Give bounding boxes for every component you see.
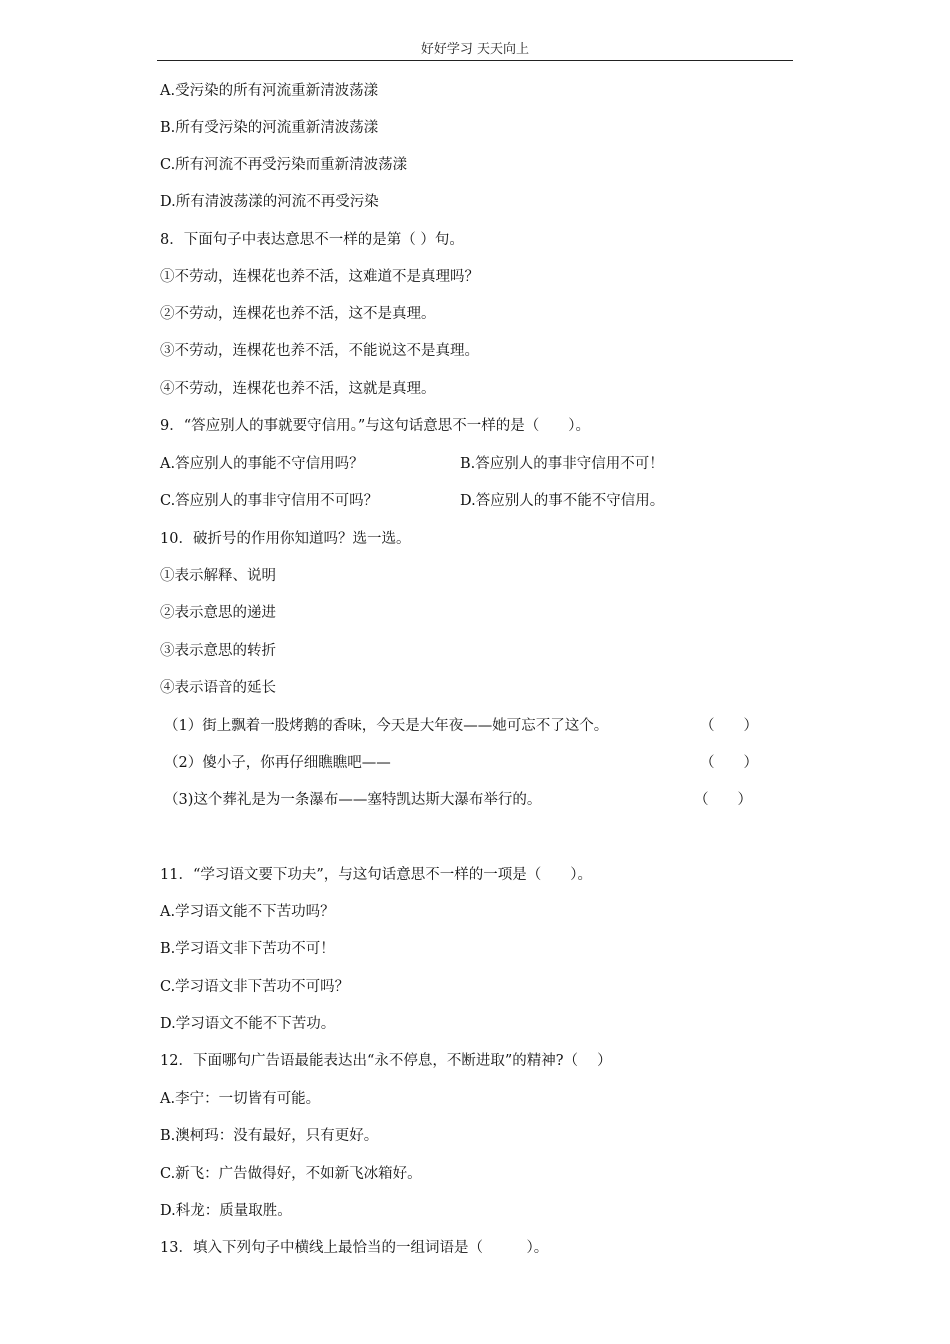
q9-option-c: C.答应别人的事非守信用不可吗？ — [160, 493, 379, 509]
q8-item-4: ④不劳动，连棵花也养不活，这就是真理。 — [160, 381, 436, 397]
q11-option-c: C.学习语文非下苦功不可吗？ — [160, 979, 350, 995]
q13-stem: 13．填入下列句子中横线上最恰当的一组词语是（ ）。 — [160, 1240, 549, 1256]
q7-option-c: C.所有河流不再受污染而重新清波荡漾 — [160, 157, 408, 173]
q10-stem: 10．破折号的作用你知道吗？选一选。 — [160, 531, 411, 547]
q8-item-3: ③不劳动，连棵花也养不活，不能说这不是真理。 — [160, 343, 479, 359]
q11-option-d: D.学习语文不能不下苦功。 — [160, 1016, 336, 1032]
q12-stem: 12．下面哪句广告语最能表达出“永不停息，不断进取”的精神?（ ） — [160, 1053, 612, 1069]
q12-option-b: B.澳柯玛：没有最好，只有更好。 — [160, 1128, 379, 1144]
q9-stem: 9．“答应别人的事就要守信用。”与这句话意思不一样的是（ ）。 — [160, 418, 591, 434]
q7-option-d: D.所有清波荡漾的河流不再受污染 — [160, 194, 379, 210]
q10-answer-blank-3: （ ） — [694, 792, 752, 808]
q8-item-1: ①不劳动，连棵花也养不活，这难道不是真理吗？ — [160, 269, 479, 285]
q10-sentence-3: （3)这个葬礼是为一条瀑布——塞特凯达斯大瀑布举行的。 — [164, 792, 542, 808]
q10-item-3: ③表示意思的转折 — [160, 643, 276, 659]
q11-option-a: A.学习语文能不下苦功吗？ — [160, 904, 335, 920]
q10-answer-blank-2: （ ） — [700, 755, 758, 771]
q7-option-a: A.受污染的所有河流重新清波荡漾 — [160, 83, 379, 99]
q9-option-b: B.答应别人的事非守信用不可！ — [460, 456, 664, 472]
q10-sentence-1: （1）街上飘着一股烤鹅的香味，今天是大年夜——她可忘不了这个。 — [164, 718, 609, 734]
q10-item-1: ①表示解释、说明 — [160, 568, 276, 584]
q9-option-d: D.答应别人的事不能不守信用。 — [460, 493, 665, 509]
q12-option-d: D.科龙：质量取胜。 — [160, 1203, 292, 1219]
q10-item-2: ②表示意思的递进 — [160, 605, 276, 621]
q11-option-b: B.学习语文非下苦功不可！ — [160, 941, 335, 957]
header-rule — [157, 60, 793, 61]
q11-stem: 11．“学习语文要下功夫”，与这句话意思不一样的一项是（ ）。 — [160, 867, 593, 883]
q10-sentence-2: （2）傻小子，你再仔细瞧瞧吧—— — [164, 755, 391, 771]
q12-option-a: A.李宁：一切皆有可能。 — [160, 1091, 321, 1107]
q10-answer-blank-1: （ ） — [700, 718, 758, 734]
q9-option-a: A.答应别人的事能不守信用吗？ — [160, 456, 364, 472]
page-header: 好好学习 天天向上 — [420, 42, 530, 57]
q10-item-4: ④表示语音的延长 — [160, 680, 276, 696]
q7-option-b: B.所有受污染的河流重新清波荡漾 — [160, 120, 379, 136]
q8-stem: 8．下面句子中表达意思不一样的是第（ ）句。 — [160, 232, 464, 248]
q8-item-2: ②不劳动，连棵花也养不活，这不是真理。 — [160, 306, 436, 322]
q12-option-c: C.新飞：广告做得好，不如新飞冰箱好。 — [160, 1166, 422, 1182]
